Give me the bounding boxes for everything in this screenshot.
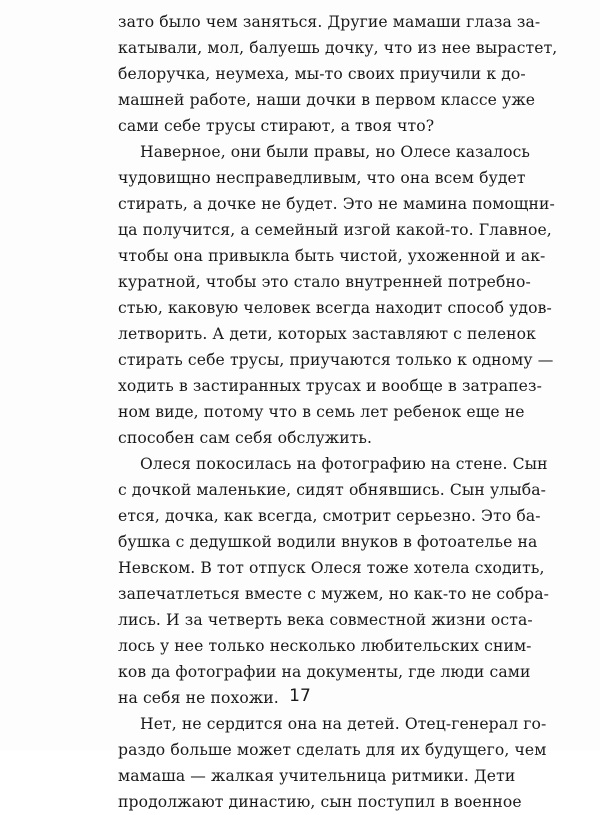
text-line: ется, дочка, как всегда, смотрит серьезно. Это ба- <box>118 507 541 525</box>
text-line: катывали, мол, балуешь дочку, что из нее вырастет, <box>118 39 558 57</box>
text-line: ца получится, а семейный изгой какой-то. Главное, <box>118 221 552 239</box>
text-line: машней работе, наши дочки в первом классе уже <box>118 91 536 109</box>
text-line: с дочкой маленькие, сидят обнявшись. Сын улыба- <box>118 481 546 499</box>
text-line: белоручка, неумеха, мы-то своих приучили к до- <box>118 65 526 83</box>
text-line: чудовищно несправедливым, что она всем будет <box>118 169 526 187</box>
text-line: раздо больше может сделать для их будущего, чем <box>118 741 547 759</box>
text-line: Нет, не сердится она на детей. Отец-генерал го- <box>140 715 547 733</box>
text-line: способен сам себя обслужить. <box>118 429 373 447</box>
text-line: бушка с дедушкой водили внуков в фотоателье на <box>118 533 538 551</box>
text-line: ходить в застиранных трусах и вообще в затрапез- <box>118 377 542 395</box>
text-line: чтобы она привыкла быть чистой, ухоженной и ак- <box>118 247 546 265</box>
text-line: куратной, чтобы это стало внутренней потребно- <box>118 273 531 291</box>
text-line: стью, каковую человек всегда находит способ удов- <box>118 299 552 317</box>
page-number: 17 <box>289 686 311 706</box>
text-line: летворить. А дети, которых заставляют с пеленок <box>118 325 536 343</box>
text-line: лось у нее только несколько любительских сним- <box>118 637 532 655</box>
text-line: сами себе трусы стирают, а твоя что? <box>118 117 435 135</box>
text-line: Невском. В тот отпуск Олеся тоже хотела сходить, <box>118 559 545 577</box>
text-line: мамаша — жалкая учительница ритмики. Дети <box>118 767 516 785</box>
text-line: ков да фотографии на документы, где люди сами <box>118 663 531 681</box>
text-line: запечатлеться вместе с мужем, но как-то не собра- <box>118 585 550 603</box>
text-line: стирать, а дочке не будет. Это не мамина помощни- <box>118 195 555 213</box>
text-line: стирать себе трусы, приучаются только к одному — <box>118 351 554 369</box>
text-line: Наверное, они были правы, но Олесе казалось <box>140 143 531 161</box>
text-line: продолжают династию, сын поступил в военное <box>118 793 522 811</box>
text-line: лись. И за четверть века совместной жизни оста- <box>118 611 533 629</box>
text-line: на себя не похожи. <box>118 689 279 707</box>
text-line: ном виде, потому что в семь лет ребенок еще не <box>118 403 525 421</box>
text-line: Олеся покосилась на фотографию на стене. Сын <box>140 455 548 473</box>
text-line: зато было чем заняться. Другие мамаши глаза за- <box>118 13 541 31</box>
